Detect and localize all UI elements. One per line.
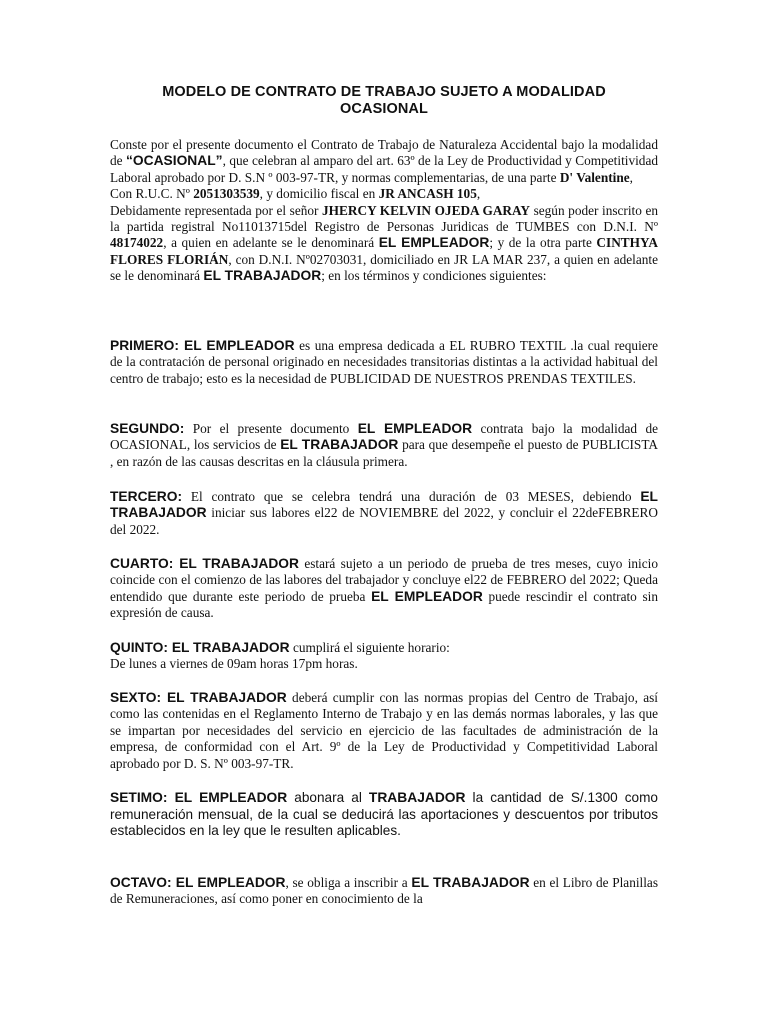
clause-text: El contrato que se celebra tendrá una duración de 03 MESES, debiendo bbox=[182, 489, 641, 504]
schedule-line bbox=[110, 656, 658, 672]
preamble-text: , bbox=[629, 169, 633, 185]
clause-label: OCTAVO: EL EMPLEADOR bbox=[110, 875, 286, 890]
worker-term: EL TRABAJADOR bbox=[280, 437, 399, 453]
clause-label: SEXTO: EL TRABAJADOR bbox=[110, 690, 287, 705]
clause-paragraph bbox=[110, 690, 658, 772]
worker-term: EL TRABAJADOR bbox=[411, 875, 530, 890]
clause-text: Por el presente documento bbox=[184, 421, 358, 436]
company-name: D' Valentine bbox=[559, 169, 630, 185]
clause-paragraph bbox=[110, 640, 658, 656]
clause-paragraph bbox=[110, 489, 658, 538]
clause-label: PRIMERO: EL EMPLEADOR bbox=[110, 338, 295, 353]
clause-tercero bbox=[110, 489, 658, 538]
clause-text: deberá cumplir con las normas propias del Centro de Trabajo, así como las contenidas en el Reglamento Interno de Trabajo y en las demás normas laborales, y las que se impartan por necesidades del servicio en ejercicio de las facultades de administración de la empresa, de conformidad con el Art. 9º de la Ley de Productividad y Competitividad Laboral aprobado por D. S. Nº 003-97-TR. bbox=[110, 690, 658, 771]
preamble-paragraph-3 bbox=[110, 203, 658, 285]
title-line-2: OCASIONAL bbox=[340, 101, 428, 117]
clause-paragraph bbox=[110, 875, 658, 908]
clause-text: iniciar sus labores el22 de NOVIEMBRE del 2022, y concluir el 22deFEBRERO del 2022. bbox=[110, 505, 658, 537]
worker-term: TRABAJADOR bbox=[368, 790, 466, 805]
preamble-paragraph-1 bbox=[110, 137, 658, 186]
clause-text: es una empresa dedicada a EL RUBRO TEXTIL .la cual requiere de la contratación de personal originado en necesidades transitorias distintas a la actividad habitual del centro de trabajo; esto es la necesidad de PUBLICIDAD DE NUESTROS PRENDAS TEXTILES. bbox=[110, 338, 658, 386]
worker-term: EL TRABAJADOR bbox=[110, 489, 658, 521]
clause-cuarto bbox=[110, 556, 658, 622]
preamble-text: , y domicilio fiscal en bbox=[259, 186, 379, 202]
clause-paragraph bbox=[110, 790, 658, 840]
clause-paragraph bbox=[110, 338, 658, 387]
clause-paragraph bbox=[110, 421, 658, 470]
representative-name: JHERCY KELVIN OJEDA GARAY bbox=[322, 202, 531, 218]
preamble-text: , a quien en adelante se le denominará bbox=[163, 235, 379, 251]
preamble-text: Debidamente representada por el señor bbox=[110, 202, 323, 218]
modality-ocasional: “OCASIONAL” bbox=[125, 153, 223, 169]
worker-name: CINTHYA FLORES FLORIÁN bbox=[110, 235, 658, 267]
clause-octavo bbox=[110, 875, 658, 908]
preamble-section bbox=[110, 137, 658, 285]
clause-text: en el Libro de Planillas de Remuneraciones, así como poner en conocimiento de la bbox=[110, 875, 658, 907]
representative-dni: 48174022 bbox=[110, 235, 164, 251]
ruc-number: 2051303539 bbox=[193, 186, 260, 202]
clause-text: estará sujeto a un periodo de prueba de tres meses, cuyo inicio coincide con el comienzo de las labores del trabajador y concluye el22 de FEBRERO del 2022; Queda entendido que durante este periodo de prueba bbox=[110, 556, 658, 604]
clause-text: para que desempeñe el puesto de PUBLICISTA , en razón de las causas descritas en la cláusula primera. bbox=[110, 437, 658, 469]
preamble-text: , bbox=[476, 186, 481, 202]
document-title bbox=[120, 84, 648, 118]
employer-term: EL EMPLEADOR bbox=[357, 421, 473, 436]
clause-text: De lunes a viernes de 09am horas 17pm horas. bbox=[110, 656, 358, 672]
preamble-text: ; y de la otra parte bbox=[489, 235, 597, 251]
clause-quinto bbox=[110, 640, 658, 673]
worker-term: EL TRABAJADOR bbox=[203, 268, 322, 284]
fiscal-address: JR ANCASH 105 bbox=[378, 186, 477, 202]
clause-segundo bbox=[110, 421, 658, 470]
clause-label: SEGUNDO: bbox=[110, 421, 185, 436]
title-line-1: MODELO DE CONTRATO DE TRABAJO SUJETO A MODALIDAD bbox=[162, 84, 606, 100]
preamble-text: Con R.U.C. Nº bbox=[110, 186, 194, 202]
clause-text: , se obliga a inscribir a bbox=[285, 875, 412, 890]
clause-text: contrata bajo la modalidad de OCASIONAL, los servicios de bbox=[110, 421, 658, 453]
clause-text: la cantidad de S/.1300 como remuneración mensual, de la cual se deducirá las aportaciones y descuentos por tributos establecidos en la ley que le resulten aplicables. bbox=[110, 790, 658, 839]
preamble-paragraph-2 bbox=[110, 186, 658, 202]
employer-term: EL EMPLEADOR bbox=[371, 588, 483, 604]
clause-label: TERCERO: bbox=[110, 489, 183, 504]
clause-label: SETIMO: EL EMPLEADOR bbox=[110, 790, 288, 805]
preamble-text: Conste por el presente documento el Contrato de Trabajo de Naturaleza Accidental bajo la modalidad de bbox=[110, 137, 658, 169]
preamble-text: , que celebran al amparo del art. 63º de la Ley de Productividad y Competitividad Laboral aprobado por D. S.N º 003-97-TR, y normas complementarias, de una parte bbox=[110, 153, 658, 185]
clause-label: CUARTO: EL TRABAJADOR bbox=[110, 556, 299, 571]
preamble-text: ; en los términos y condiciones siguientes: bbox=[321, 268, 547, 284]
clause-label: QUINTO: EL TRABAJADOR bbox=[110, 640, 290, 655]
clause-text: abonara al bbox=[287, 790, 369, 805]
clause-text: cumplirá el siguiente horario: bbox=[289, 640, 450, 655]
clause-setimo bbox=[110, 790, 658, 840]
preamble-text: , con D.N.I. Nº02703031, domiciliado en JR LA MAR 237, a quien en adelante se le denominará bbox=[110, 251, 658, 284]
preamble-text: según poder inscrito en la partida registral No11013715del Registro de Personas Juridicas de TUMBES con D.N.I. Nº bbox=[110, 202, 659, 235]
clause-paragraph bbox=[110, 556, 658, 622]
employer-term: EL EMPLEADOR bbox=[378, 235, 490, 251]
clause-text: puede rescindir el contrato sin expresión de causa. bbox=[110, 588, 659, 621]
clause-sexto bbox=[110, 690, 658, 772]
clause-primero bbox=[110, 338, 658, 387]
